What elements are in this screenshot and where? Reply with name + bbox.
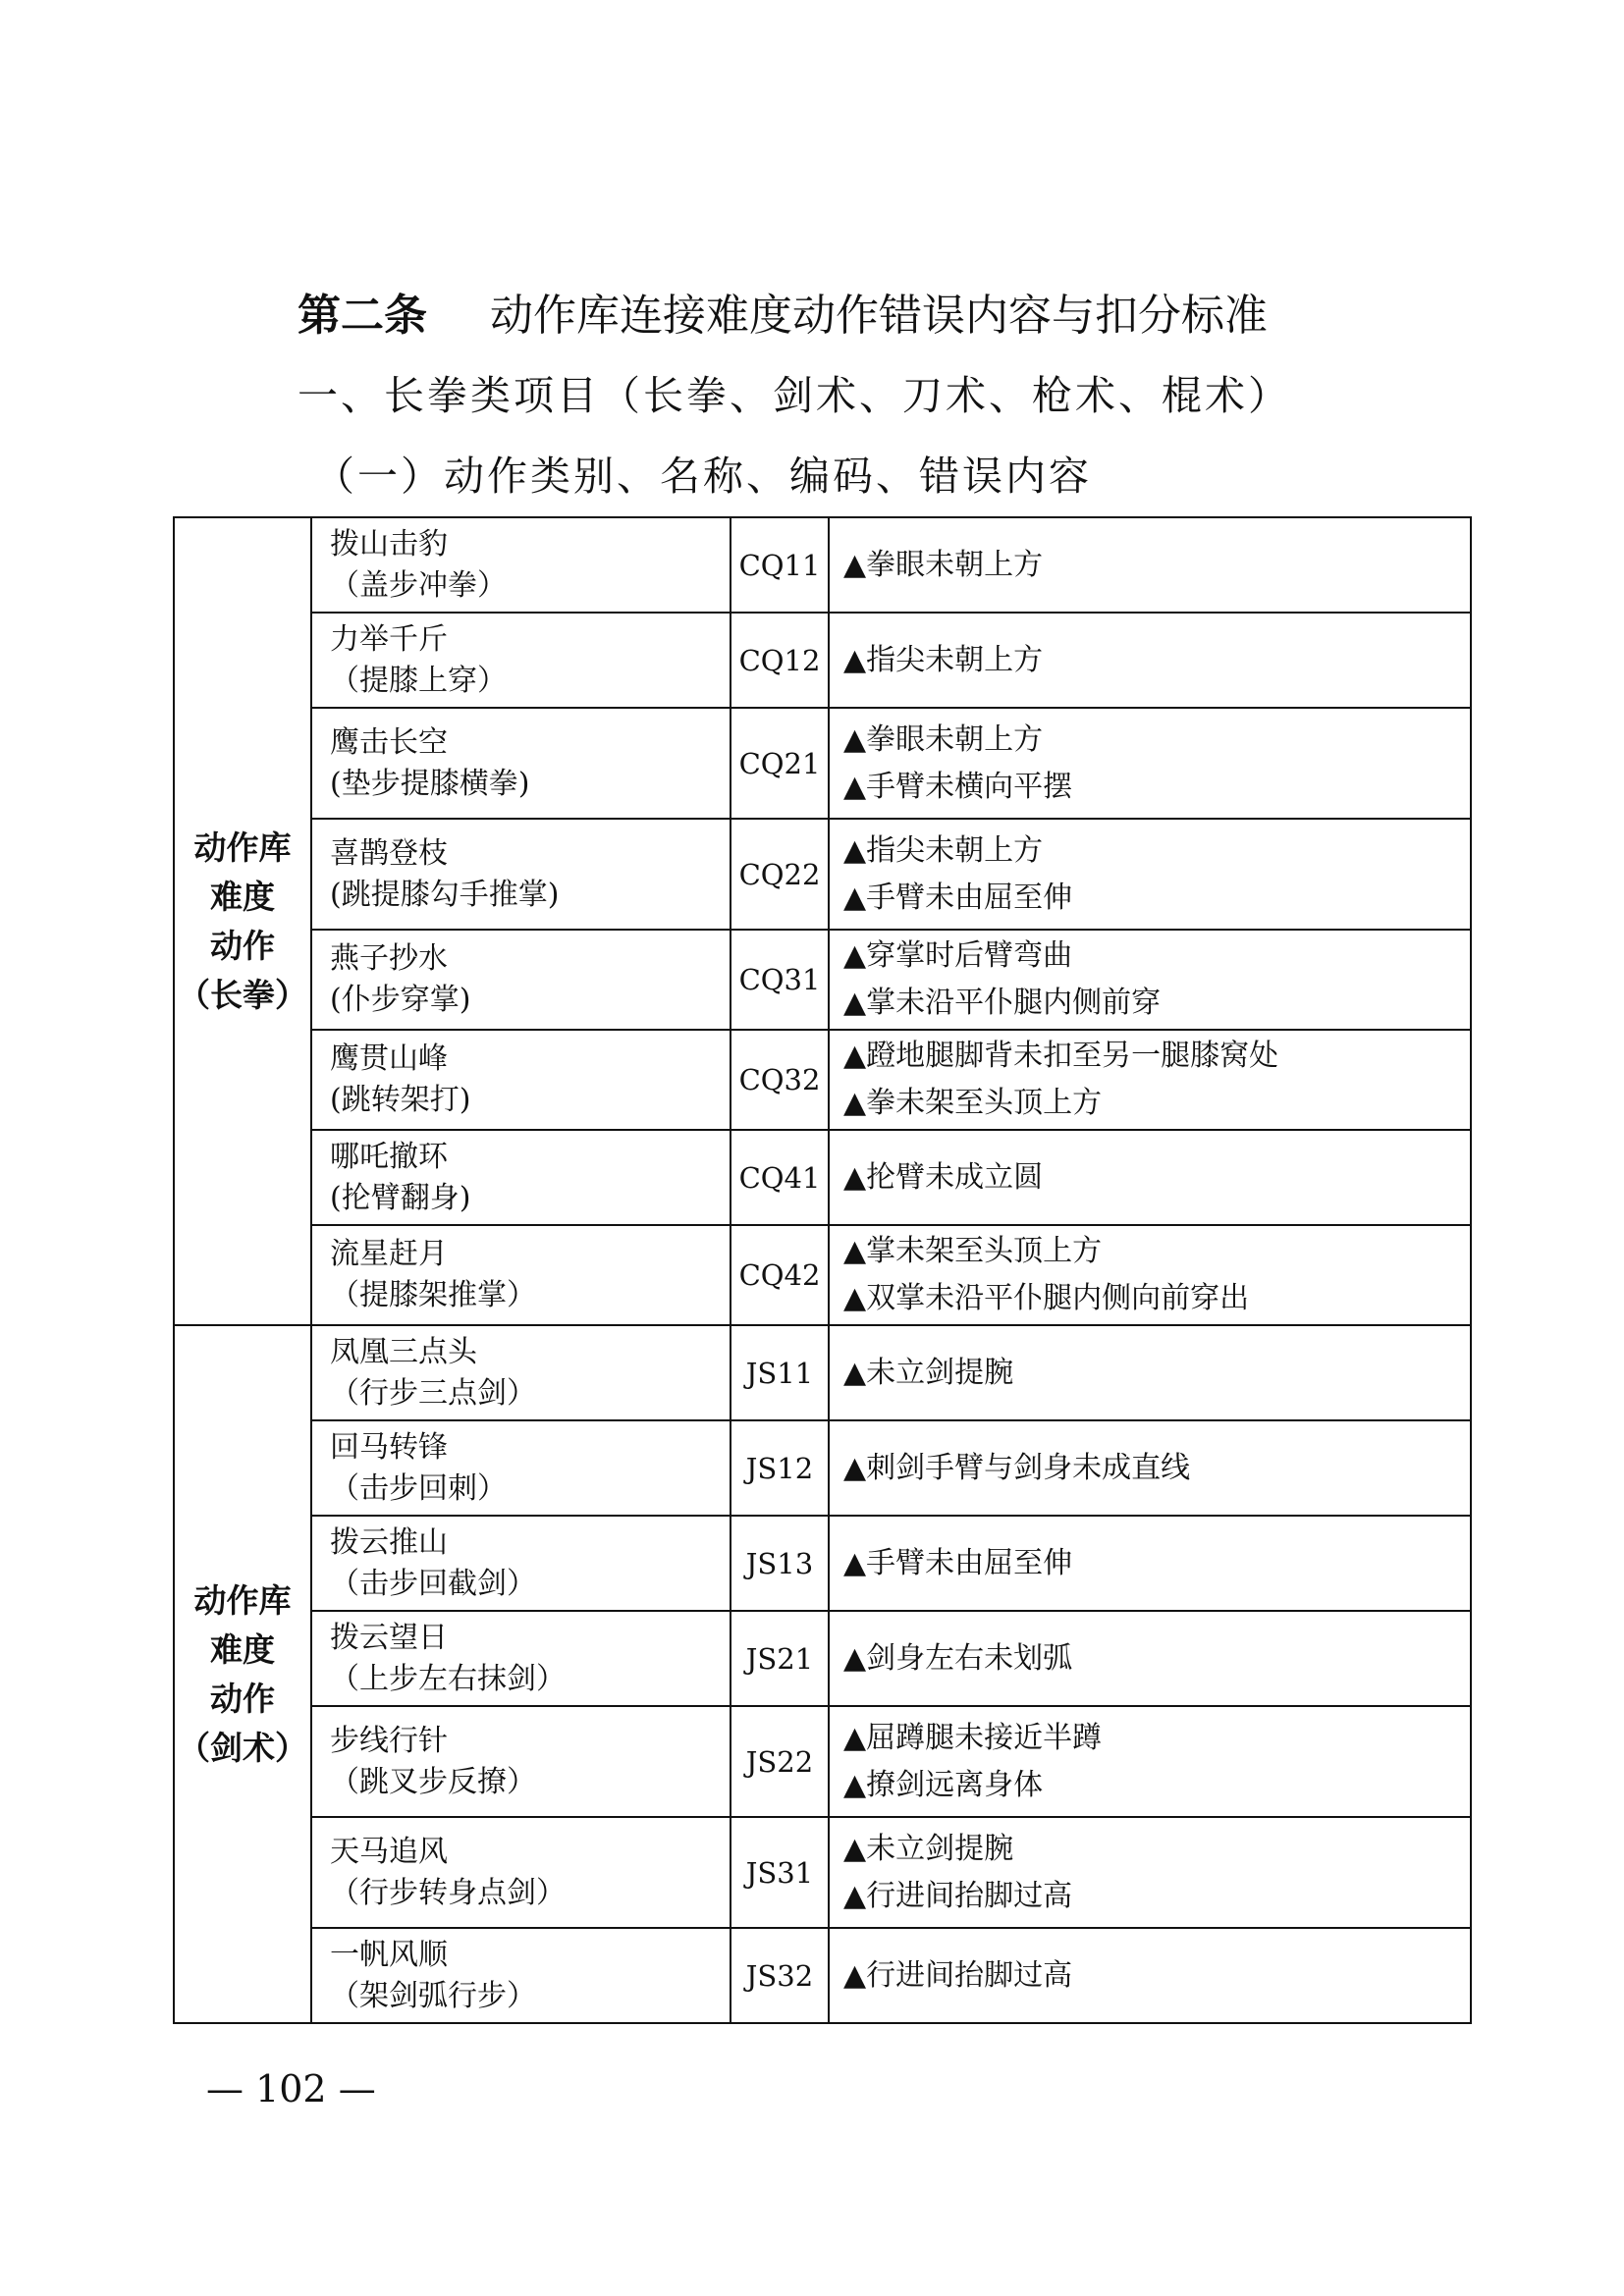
- triangle-marker-icon: ▲: [843, 547, 867, 582]
- error-text: 指尖未朝上方: [866, 832, 1044, 868]
- triangle-marker-icon: ▲: [843, 1545, 867, 1580]
- table-row: [174, 708, 1471, 819]
- move-name: 凤凰三点头: [330, 1334, 477, 1369]
- error-item: [843, 933, 1470, 980]
- error-text: 掌未沿平仆腿内侧前穿: [866, 986, 1162, 1020]
- move-name-cell: [311, 708, 731, 819]
- move-name: 燕子抄水: [330, 941, 448, 976]
- error-item: [843, 1154, 1470, 1201]
- error-content-cell: [829, 1928, 1471, 2023]
- move-subname: （提膝架推掌）: [330, 1278, 536, 1312]
- move-code: JS22: [731, 1706, 829, 1817]
- move-name: 天马追风: [330, 1834, 448, 1869]
- move-code: CQ42: [731, 1225, 829, 1325]
- move-name-cell: [311, 1420, 731, 1516]
- move-subname: （提膝上穿）: [330, 663, 507, 698]
- error-text: 指尖未朝上方: [866, 642, 1044, 677]
- move-subname: （架剑弧行步）: [330, 1978, 536, 2013]
- error-item: [843, 1826, 1470, 1873]
- move-name: 喜鹊登枝: [330, 835, 448, 871]
- category-label-line: 难度: [210, 877, 275, 916]
- move-subname: (仆步穿掌): [330, 983, 471, 1017]
- table-row: [174, 1030, 1471, 1130]
- error-text: 拳眼未朝上方: [866, 721, 1044, 757]
- error-item: [843, 1715, 1470, 1762]
- move-subname: （盖步冲拳）: [330, 567, 507, 603]
- error-item: [843, 1228, 1470, 1275]
- error-content-cell: [829, 1817, 1471, 1928]
- error-item: [843, 1540, 1470, 1587]
- error-content-cell: [829, 1225, 1471, 1325]
- article-number: 第二条: [298, 291, 427, 341]
- error-item: [843, 1080, 1470, 1127]
- section-title: 一、长拳类项目（长拳、剑术、刀术、枪术、棍术）: [298, 372, 1291, 419]
- table-row: [174, 930, 1471, 1030]
- triangle-marker-icon: ▲: [843, 1355, 867, 1390]
- move-name-cell: [311, 1928, 731, 2023]
- triangle-marker-icon: ▲: [843, 1720, 867, 1755]
- move-name-cell: [311, 1130, 731, 1225]
- triangle-marker-icon: ▲: [843, 1039, 867, 1073]
- error-text: 掌未架至头顶上方: [866, 1234, 1103, 1268]
- category-cell: [174, 1325, 311, 2023]
- error-content-cell: [829, 613, 1471, 708]
- move-name-cell: [311, 1706, 731, 1817]
- table-row: [174, 1928, 1471, 2023]
- error-content-cell: [829, 1130, 1471, 1225]
- error-text: 蹬地腿脚背未扣至另一腿膝窝处: [866, 1039, 1279, 1073]
- move-code: JS13: [731, 1516, 829, 1611]
- error-item: [843, 1275, 1470, 1322]
- triangle-marker-icon: ▲: [843, 986, 867, 1020]
- triangle-marker-icon: ▲: [843, 1159, 867, 1195]
- move-name-cell: [311, 1030, 731, 1130]
- error-item: [843, 717, 1470, 764]
- move-name-cell: [311, 1325, 731, 1420]
- error-content-cell: [829, 819, 1471, 930]
- move-subname: (跳转架打): [330, 1083, 471, 1117]
- move-name: 拨云望日: [330, 1620, 448, 1655]
- move-code: CQ12: [731, 613, 829, 708]
- move-code: CQ32: [731, 1030, 829, 1130]
- move-code: CQ21: [731, 708, 829, 819]
- move-subname: （行步转身点剑）: [330, 1875, 566, 1910]
- move-subname: (跳提膝勾手推掌): [330, 877, 560, 912]
- move-code: JS12: [731, 1420, 829, 1516]
- error-text: 屈蹲腿未接近半蹲: [866, 1720, 1103, 1755]
- triangle-marker-icon: ▲: [843, 1767, 867, 1802]
- category-label-line: 难度: [210, 1629, 275, 1669]
- move-name-cell: [311, 613, 731, 708]
- article-heading: [298, 280, 1268, 343]
- move-name-cell: [311, 1225, 731, 1325]
- move-name: 流星赶月: [330, 1237, 448, 1271]
- move-name: 回马转锋: [330, 1429, 448, 1465]
- error-content-cell: [829, 1325, 1471, 1420]
- triangle-marker-icon: ▲: [843, 642, 867, 677]
- error-text: 拳眼未朝上方: [866, 547, 1044, 582]
- error-item: [843, 1445, 1470, 1492]
- error-item: [843, 1873, 1470, 1920]
- triangle-marker-icon: ▲: [843, 1640, 867, 1676]
- error-text: 行进间抬脚过高: [866, 1957, 1073, 1993]
- table-row: [174, 1817, 1471, 1928]
- error-text: 未立剑提腕: [866, 1355, 1014, 1390]
- triangle-marker-icon: ▲: [843, 1450, 867, 1485]
- triangle-marker-icon: ▲: [843, 1281, 867, 1315]
- category-label-line: （长拳）: [178, 975, 307, 1014]
- table-row: [174, 613, 1471, 708]
- category-label-line: 动作: [210, 926, 275, 965]
- error-item: [843, 1033, 1470, 1080]
- error-item: [843, 764, 1470, 811]
- move-subname: （击步回刺）: [330, 1470, 507, 1506]
- move-name-cell: [311, 819, 731, 930]
- error-content-cell: [829, 1420, 1471, 1516]
- triangle-marker-icon: ▲: [843, 832, 867, 868]
- error-text: 双掌未沿平仆腿内侧向前穿出: [866, 1281, 1250, 1315]
- error-text: 行进间抬脚过高: [866, 1878, 1073, 1913]
- table-row: [174, 1611, 1471, 1706]
- error-item: [843, 1762, 1470, 1809]
- category-label-line: 动作库: [193, 1580, 292, 1620]
- error-text: 手臂未由屈至伸: [866, 1545, 1073, 1580]
- error-content-cell: [829, 1611, 1471, 1706]
- error-item: [843, 1952, 1470, 2000]
- move-subname: （上步左右抹剑）: [330, 1661, 566, 1696]
- triangle-marker-icon: ▲: [843, 769, 867, 804]
- table-row: [174, 1325, 1471, 1420]
- move-name-cell: [311, 1516, 731, 1611]
- move-name: 鹰贯山峰: [330, 1041, 448, 1076]
- triangle-marker-icon: ▲: [843, 1878, 867, 1913]
- move-name-cell: [311, 1611, 731, 1706]
- category-label-line: 动作: [210, 1679, 275, 1718]
- move-code: JS32: [731, 1928, 829, 2023]
- error-text: 刺剑手臂与剑身未成直线: [866, 1450, 1191, 1485]
- move-code: JS21: [731, 1611, 829, 1706]
- error-text: 撩剑远离身体: [866, 1767, 1044, 1802]
- error-item: [843, 1350, 1470, 1397]
- error-text: 抡臂未成立圆: [866, 1159, 1044, 1195]
- table-row: [174, 1420, 1471, 1516]
- table-row: [174, 819, 1471, 930]
- move-subname: （行步三点剑）: [330, 1375, 536, 1411]
- error-text: 穿掌时后臂弯曲: [866, 938, 1073, 973]
- error-item: [843, 828, 1470, 875]
- triangle-marker-icon: ▲: [843, 1234, 867, 1268]
- triangle-marker-icon: ▲: [843, 938, 867, 973]
- move-name-cell: [311, 1817, 731, 1928]
- error-content-cell: [829, 1706, 1471, 1817]
- error-item: [843, 980, 1470, 1027]
- move-name: 步线行针: [330, 1723, 448, 1758]
- subsection-title: （一）动作类别、名称、编码、错误内容: [314, 453, 1092, 500]
- move-name: 一帆风顺: [330, 1937, 448, 1972]
- move-subname: (垫步提膝横拳): [330, 766, 530, 801]
- error-item: [843, 1635, 1470, 1682]
- error-item: [843, 875, 1470, 922]
- move-code: JS11: [731, 1325, 829, 1420]
- error-item: [843, 637, 1470, 684]
- move-subname: （击步回截剑）: [330, 1566, 536, 1601]
- move-code: CQ11: [731, 517, 829, 613]
- error-content-cell: [829, 708, 1471, 819]
- move-code: JS31: [731, 1817, 829, 1928]
- error-text: 手臂未横向平摆: [866, 769, 1073, 804]
- move-name: 拨云推山: [330, 1524, 448, 1560]
- category-cell: [174, 517, 311, 1325]
- triangle-marker-icon: ▲: [843, 1831, 867, 1866]
- error-content-cell: [829, 1030, 1471, 1130]
- move-code: CQ31: [731, 930, 829, 1030]
- table-row: [174, 1516, 1471, 1611]
- table-row: [174, 517, 1471, 613]
- triangle-marker-icon: ▲: [843, 1957, 867, 1993]
- error-content-cell: [829, 517, 1471, 613]
- move-name: 鹰击长空: [330, 724, 448, 760]
- move-name: 拨山击豹: [330, 526, 448, 561]
- table-row: [174, 1225, 1471, 1325]
- move-name: 力举千斤: [330, 621, 448, 657]
- move-name-cell: [311, 517, 731, 613]
- triangle-marker-icon: ▲: [843, 880, 867, 915]
- error-text: 未立剑提腕: [866, 1831, 1014, 1866]
- error-text: 手臂未由屈至伸: [866, 880, 1073, 915]
- move-code: CQ41: [731, 1130, 829, 1225]
- difficulty-table: [173, 516, 1472, 2024]
- error-content-cell: [829, 930, 1471, 1030]
- table-row: [174, 1706, 1471, 1817]
- error-text: 剑身左右未划弧: [866, 1640, 1073, 1676]
- table-row: [174, 1130, 1471, 1225]
- error-text: 拳未架至头顶上方: [866, 1086, 1103, 1120]
- move-subname: （跳叉步反撩）: [330, 1764, 536, 1799]
- triangle-marker-icon: ▲: [843, 1086, 867, 1120]
- triangle-marker-icon: ▲: [843, 721, 867, 757]
- category-label-line: （剑术）: [178, 1728, 307, 1767]
- move-name-cell: [311, 930, 731, 1030]
- error-item: [843, 542, 1470, 589]
- error-content-cell: [829, 1516, 1471, 1611]
- page-number: — 102 —: [206, 2067, 376, 2110]
- article-title: 动作库连接难度动作错误内容与扣分标准: [490, 291, 1268, 341]
- move-code: CQ22: [731, 819, 829, 930]
- move-name: 哪吒撤环: [330, 1139, 448, 1174]
- category-label-line: 动作库: [193, 828, 292, 867]
- move-subname: (抡臂翻身): [330, 1180, 471, 1215]
